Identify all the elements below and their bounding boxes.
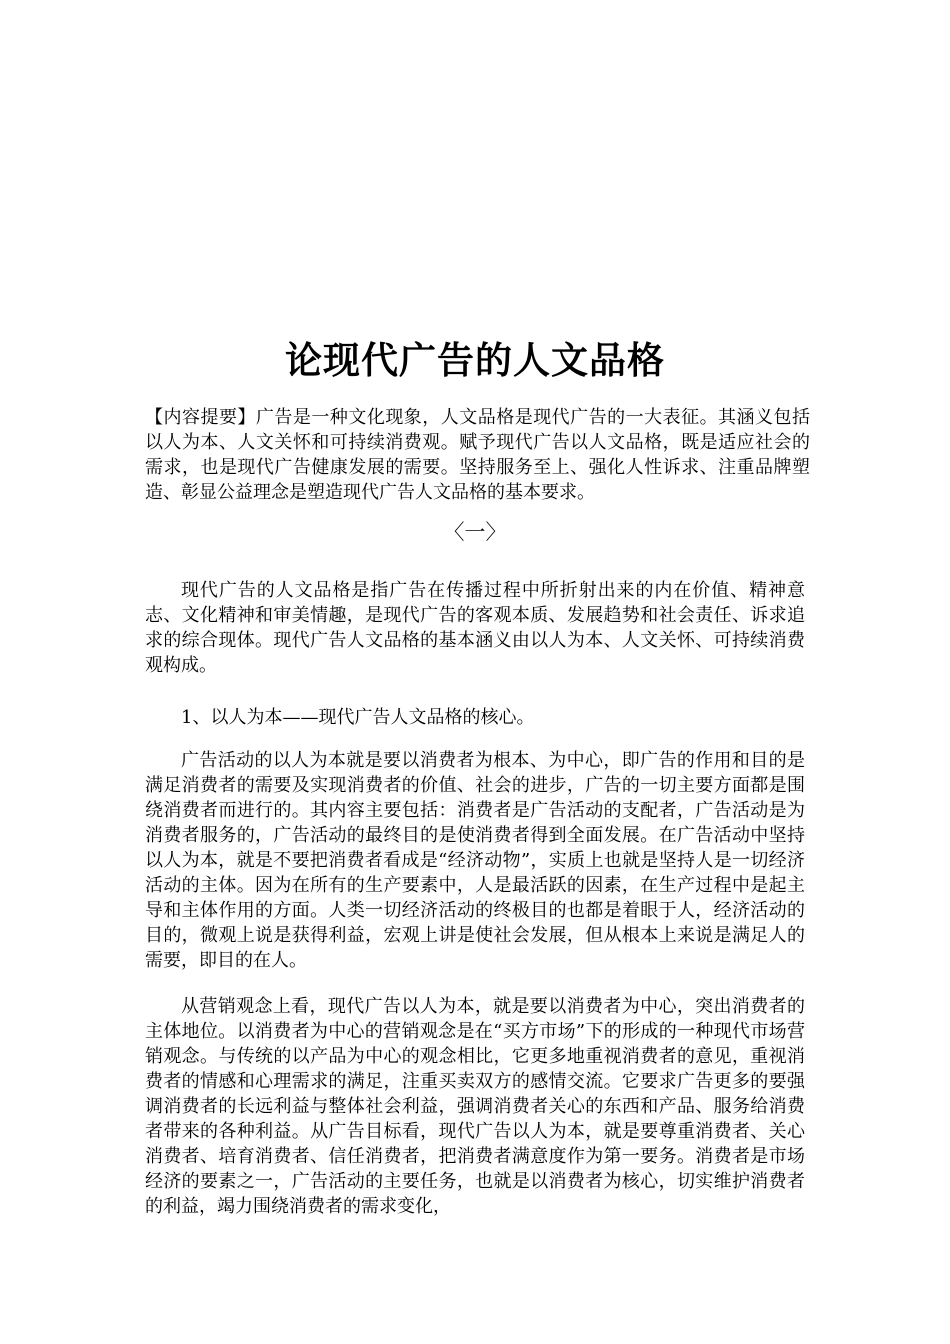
document-title: 论现代广告的人文品格	[285, 338, 665, 382]
section-heading: 〈一〉	[443, 520, 507, 544]
body-paragraph-2: 1、以人为本——现代广告人文品格的核心。	[181, 707, 535, 728]
body-paragraph-4: 从营销观念上看，现代广告以人为本，就是要以消费者为中心，突出消费者的主体地位。以消费者为中心的营销观念是在“买方市场”下的形成的一种现代市场营销观念。与传统的以产品为中心的观念相比，它更多地重视消费者的意见，重视消费者的情感和心理需求的满足，注重买卖双方的感情交流。它要求广告更多的要强调消费者的长远利益与整体社会利益，强调消费者关心的东西和产品、服务给消费者带来的各种利益。从广告目标看，现代广告以人为本，就是要尊重消费者、关心消费者、培育消费者、信任消费者，把消费者满意度作为第一要务。消费者是市场经济的要素之一，广告活动的主要任务，也就是以消费者为核心，切实维护消费者的利益，竭力围绕消费者的需求变化，	[145, 996, 805, 1217]
body-paragraph-3: 广告活动的以人为本就是要以消费者为根本、为中心，即广告的作用和目的是满足消费者的需要及实现消费者的价值、社会的进步，广告的一切主要方面都是围绕消费者而进行的。其内容主要包括：消费者是广告活动的支配者，广告活动是为消费者服务的，广告活动的最终目的是使消费者得到全面发展。在广告活动中坚持以人为本，就是不要把消费者看成是“经济动物”，实质上也就是坚持人是一切经济活动的主体。因为在所有的生产要素中，人是最活跃的因素，在生产过程中是起主导和主体作用的方面。人类一切经济活动的终极目的也都是着眼于人，经济活动的目的，微观上说是获得利益，宏观上讲是使社会发展，但从根本上来说是满足人的需要，即目的在人。	[145, 750, 805, 971]
body-paragraph-1: 现代广告的人文品格是指广告在传播过程中所折射出来的内在价值、精神意志、文化精神和审美情趣，是现代广告的客观本质、发展趋势和社会责任、诉求追求的综合现体。现代广告人文品格的基本涵义由以人为本、人文关怀、可持续消费观构成。	[145, 580, 805, 676]
abstract-paragraph: 【内容提要】广告是一种文化现象，人文品格是现代广告的一大表征。其涵义包括以人为本、人文关怀和可持续消费观。赋予现代广告以人文品格，既是适应社会的需求，也是现代广告健康发展的需要。坚持服务至上、强化人性诉求、注重品牌塑造、彰显公益理念是塑造现代广告人文品格的基本要求。	[145, 407, 810, 503]
